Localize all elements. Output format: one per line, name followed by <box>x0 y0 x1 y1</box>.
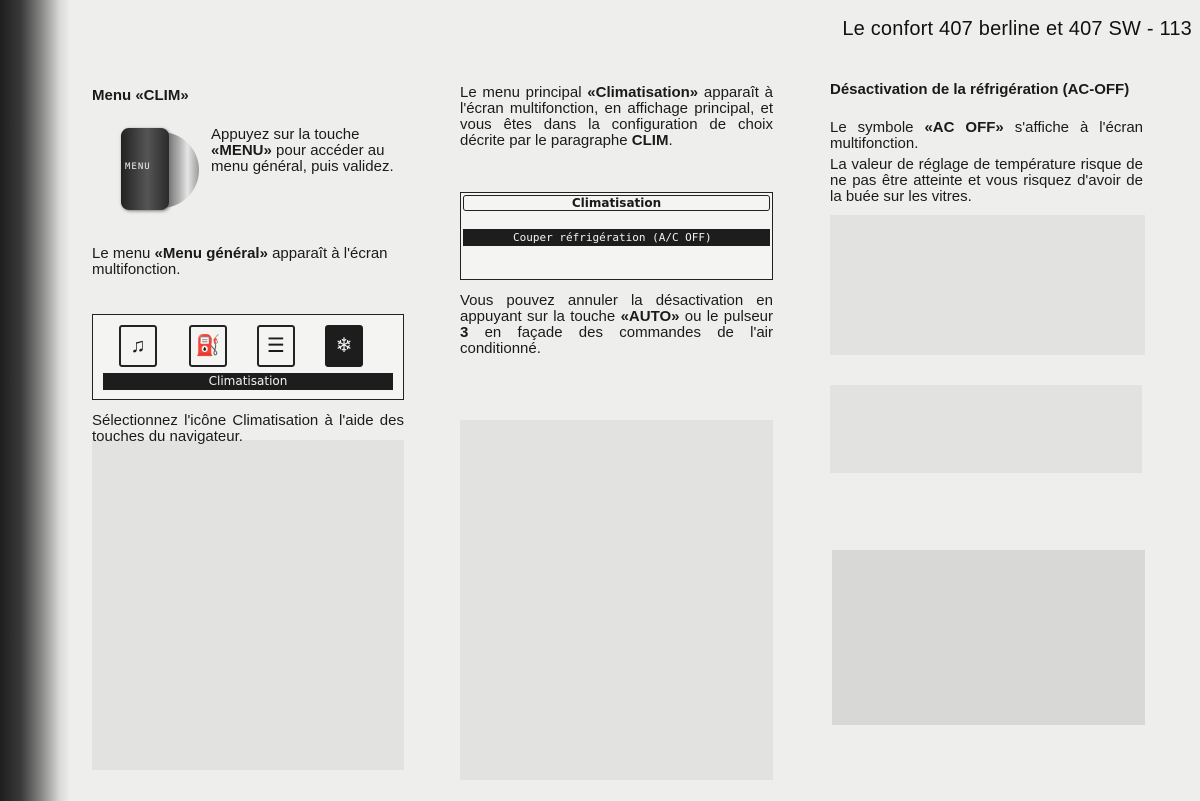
cancel-text-c: en façade des commandes de l'air conditionné. <box>460 324 773 357</box>
general-menu-text-2: apparaît à l'écran multifonction. <box>92 245 388 278</box>
bleed-through-middle <box>460 420 773 780</box>
select-icon-text: Sélectionnez l'icône Climatisation à l'aide des touches du navigateur. <box>92 412 404 445</box>
screen-selected-row: Couper réfrigération (A/C OFF) <box>463 229 770 246</box>
bleed-through-right-image <box>832 550 1145 725</box>
bleed-through-right-table <box>830 385 1142 473</box>
ac-off-text-a: Le symbole <box>830 119 925 136</box>
menu-key-text-1: Appuyez sur la touche <box>211 126 360 143</box>
clim-para-1-bold: «Climatisation» <box>587 84 699 101</box>
screen-title: Climatisation <box>463 195 770 211</box>
general-menu-text-bold: «Menu général» <box>154 245 268 262</box>
clim-para-1-c: . <box>668 132 673 149</box>
multifunction-icon-bar <box>92 314 404 400</box>
bleed-through-left <box>92 440 404 770</box>
cancel-text-a: Vous pouvez annuler la désactivation en appuyant sur la touche <box>460 292 773 325</box>
menu-key-label: MENU <box>125 162 151 172</box>
climate-fan-icon: ❄ <box>325 325 363 367</box>
temperature-warning-text: La valeur de réglage de température risque de ne pas être atteinte et vous risquez d'avoir de la buée sur les vitres. <box>830 156 1143 205</box>
clim-para-1-a: Le menu principal <box>460 84 588 101</box>
cancel-text-b: ou le pulseur <box>679 308 773 325</box>
settings-sliders-icon: ☰ <box>257 325 295 367</box>
general-menu-text <box>92 246 404 278</box>
menu-key-instructions <box>211 127 404 175</box>
clim-para-1-bold2: CLIM <box>631 132 669 149</box>
multifunction-screen <box>460 192 773 280</box>
ac-off-text-b: s'affiche à l'écran multifonction. <box>830 119 1144 152</box>
cancel-text-bold: «AUTO» <box>620 308 680 325</box>
cancel-text-bold2: 3 <box>460 324 469 341</box>
music-note-icon: ♫ <box>119 325 157 367</box>
book-spine-shadow <box>0 0 70 801</box>
clim-para-1-b: apparaît à l'écran multifonction, en affichage principal, et vous êtes dans la configuration de choix décrite par le paragraphe <box>460 84 774 149</box>
menu-key-text-bold: «MENU» <box>211 142 272 159</box>
general-menu-text-1: Le menu <box>92 245 155 262</box>
bleed-through-right-text <box>830 215 1145 355</box>
climatisation-menu-text <box>460 85 773 149</box>
page-header: Le confort 407 berline et 407 SW - 113 <box>842 18 1192 40</box>
menu-key-illustration <box>121 128 193 210</box>
menu-key-text-2: pour accéder au menu général, puis validez. <box>211 142 394 175</box>
ac-off-text-bold: «AC OFF» <box>924 119 1004 136</box>
fuel-pump-icon: ⛽ <box>189 325 227 367</box>
ac-off-heading: Désactivation de la réfrigération (AC-OFF) <box>830 81 1130 98</box>
ac-off-symbol-text <box>830 120 1143 152</box>
clim-menu-heading: Menu «CLIM» <box>92 87 189 104</box>
cancel-deactivation-text <box>460 293 773 357</box>
icon-bar-label: Climatisation <box>103 373 393 390</box>
